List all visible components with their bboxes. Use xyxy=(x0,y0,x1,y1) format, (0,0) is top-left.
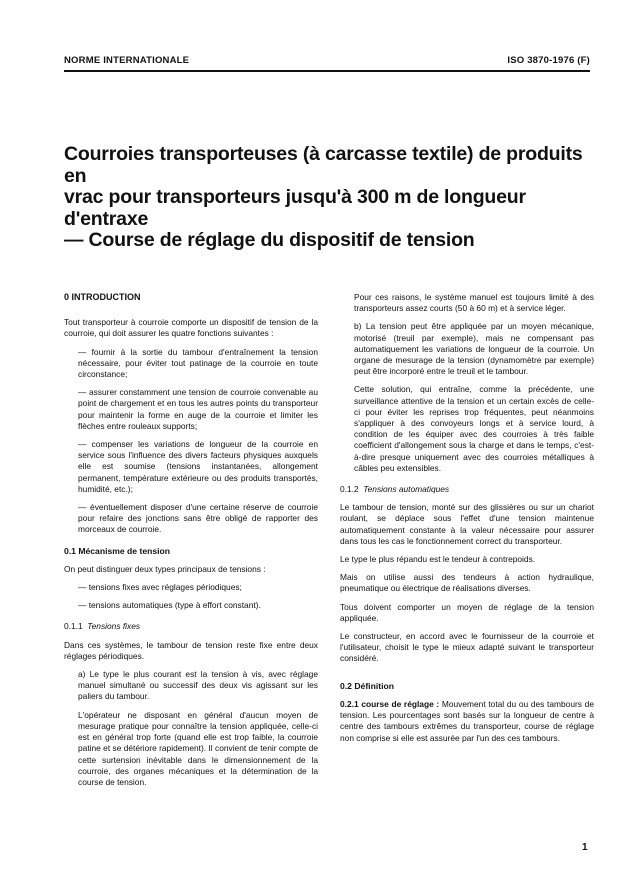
item-a-continuation: L'opérateur ne disposant en général d'aucun moyen de mesurage pratique pour connaître la tension appliquée, celle-ci est en général trop forte (quand elle est trop faible, la courroie patine et se détériore rapidement). Il convient de tenir compte de cette surtension inévitable dans le dimensionnement de la courroie, des organes mécaniques et la détermination de la course de tension. xyxy=(78,709,318,787)
manual-system-paragraph: Pour ces raisons, le système manuel est toujours limité à des transporteurs assez courts (50 à 60 m) et à service léger. xyxy=(354,292,594,314)
definition-paragraph xyxy=(340,699,594,744)
section-0-1-1-title: Tensions fixes xyxy=(87,621,141,632)
item-b: b) La tension peut être appliquée par un moyen mécanique, motorisé (treuil par exemple), mais ne compensant pas automatiquement les variations de longueur de la courroie. Un organe de mesurage de la tension (dynamomètre par exemple) peut être incorporé entre le treuil et le tambour. xyxy=(354,321,594,377)
automatic-tension-paragraph: Le tambour de tension, monté sur des glissières ou sur un chariot roulant, se déplace sous l'effet d'une tension maintenue automatiquement constante à la valeur nécessaire pour assurer dans tous les cas le fonctionnement correct du transporteur. xyxy=(340,502,594,546)
function-item-1: — fournir à la sortie du tambour d'entraînement la tension nécessaire, pour éviter tout patinage de la courroie en toute circonstance; xyxy=(78,346,318,380)
item-a: a) Le type le plus courant est la tension à vis, avec réglage manuel simultané ou successif des deux vis agissant sur les paliers du tambour. xyxy=(78,669,318,702)
fixed-tension-paragraph: Dans ces systèmes, le tambour de tension reste fixe entre deux réglages périodiques. xyxy=(64,639,318,661)
section-0-heading: 0 INTRODUCTION xyxy=(64,292,141,302)
right-column xyxy=(340,292,594,751)
header-standard-number: ISO 3870-1976 (F) xyxy=(507,55,590,66)
section-0-2-heading: 0.2 Définition xyxy=(340,680,394,691)
function-item-4: — éventuellement disposer d'une certaine réserve de courroie pour refaire des jonctions sans être obligé de rapporter des morceaux de courroie. xyxy=(78,502,318,535)
section-0-1-heading: 0.1 Mécanisme de tension xyxy=(64,545,171,556)
title-line-1: Courroies transporteuses (à carcasse textile) de produits en xyxy=(64,143,583,187)
section-0-1-1-number: 0.1.1 xyxy=(64,621,83,632)
definition-term: 0.2.1 course de réglage : xyxy=(340,698,440,709)
tension-type-2: — tensions automatiques (type à effort constant). xyxy=(78,600,261,611)
function-item-3: — compenser les variations de longueur de la courroie en service sous l'influence des divers facteurs physiques auxquels elle est soumise (tensions instantanées, allongement permanent, température extérieure ou des produits transportés, humidité, etc.); xyxy=(78,439,318,494)
tension-types-intro: On peut distinguer deux types principaux de tensions : xyxy=(64,563,266,574)
tension-type-1: — tensions fixes avec réglages périodiques; xyxy=(78,582,242,593)
header-rule xyxy=(64,70,590,72)
counterweight-paragraph: Le type le plus répandu est le tendeur à contrepoids. xyxy=(340,554,536,565)
section-0-1-2-title: Tensions automatiques xyxy=(363,484,450,495)
section-0-1-1-heading xyxy=(64,621,318,632)
page-number: 1 xyxy=(582,842,588,853)
solution-paragraph: Cette solution, qui entraîne, comme la précédente, une surveillance attentive de la tension et un certain excès de celle-ci pour éviter les reprises trop fréquentes, peut néanmoins s'appliquer à des convoyeurs longs et à service lourd, à condition de les équiper avec des courroies à très faible coefficient d'allongement sous la charge et dans le temps, c'est-à-dire presque uniquement avec des courroies métalliques à câbles peu extensibles. xyxy=(354,384,594,473)
intro-paragraph: Tout transporteur à courroie comporte un dispositif de tension de la courroie, qui doit assurer les quatre fonctions suivantes : xyxy=(64,317,318,339)
section-0-1-2-heading xyxy=(340,484,594,495)
function-item-2: — assurer constamment une tension de courroie convenable au point de chargement et en tous les autres points du transporteur pour maintenir la forme en auge de la courroie et limiter les flèches entre rouleaux supports; xyxy=(78,387,318,431)
section-0-1-2-number: 0.1.2 xyxy=(340,484,359,495)
title-line-3: — Course de réglage du dispositif de tension xyxy=(64,229,475,251)
document-title xyxy=(64,144,594,252)
left-column xyxy=(64,288,318,795)
definition-text: Mouvement total du ou des tambours de tension. Les pourcentages sont basés sur la longueur de centre à centre des tambours extrêmes du transporteur, course de réglage non comprise si elle est assurée par l'un des ces tambours. xyxy=(340,698,594,743)
manufacturer-paragraph: Le constructeur, en accord avec le fournisseur de la courroie et l'utilisateur, choisit le type le mieux adapté suivant le transporteur considéré. xyxy=(340,631,594,664)
title-line-2: vrac pour transporteurs jusqu'à 300 m de longueur d'entraxe xyxy=(64,186,526,230)
header-standard-type: NORME INTERNATIONALE xyxy=(64,55,190,66)
adjustment-means-paragraph: Tous doivent comporter un moyen de réglage de la tension appliquée. xyxy=(340,601,594,623)
other-tensioners-paragraph: Mais on utilise aussi des tendeurs à action hydraulique, pneumatique ou électrique de réalisations diverses. xyxy=(340,572,594,594)
